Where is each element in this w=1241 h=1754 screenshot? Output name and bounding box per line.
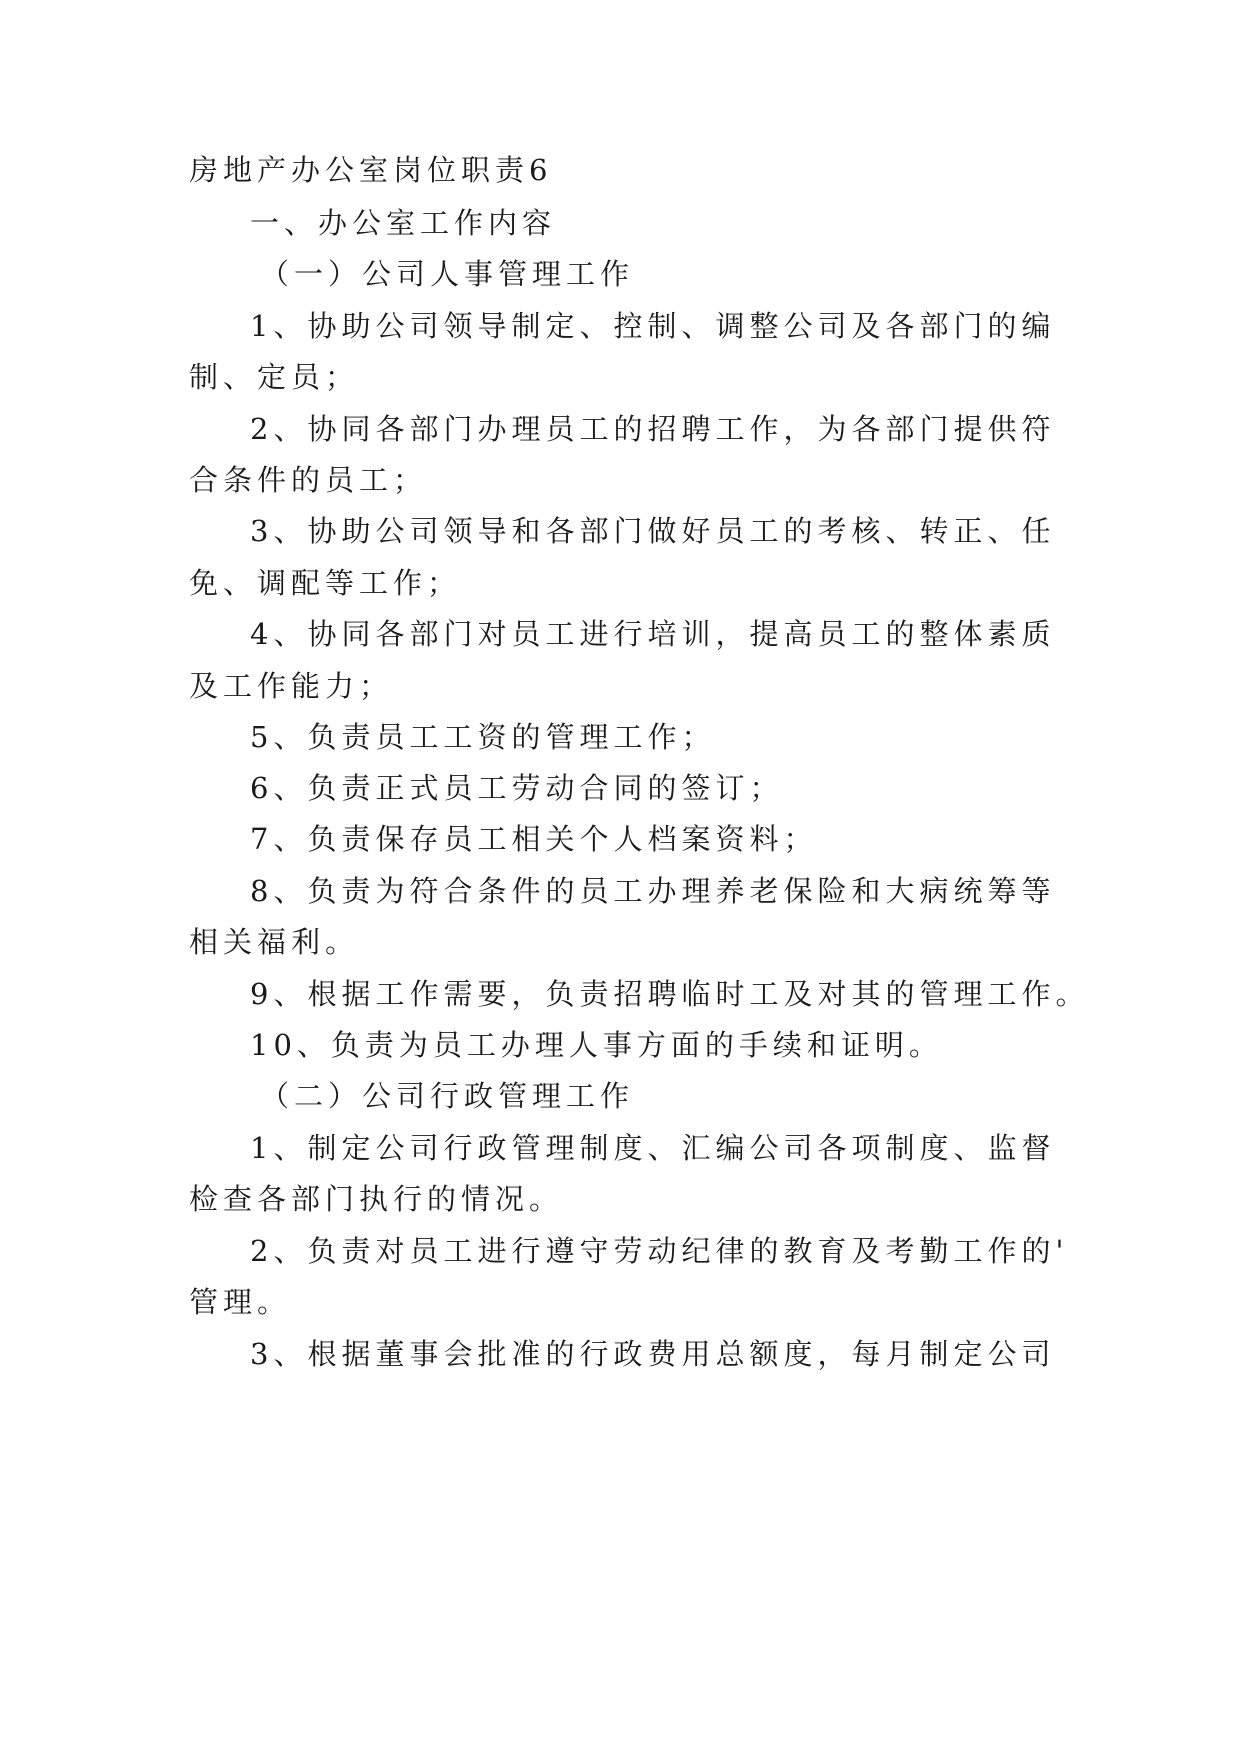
document-title: 房地产办公室岗位职责6 — [189, 153, 553, 187]
paragraph-line: 相关福利。 — [189, 925, 360, 959]
paragraph-line: 3、协助公司领导和各部门做好员工的考核、转正、任 — [250, 514, 1056, 548]
paragraph-line: 7、负责保存员工相关个人档案资料； — [250, 822, 818, 856]
paragraph-line: 2、负责对员工进行遵守劳动纪律的教育及考勤工作的' — [250, 1234, 1069, 1268]
paragraph-line: 制、定员； — [189, 360, 360, 394]
paragraph-line: 5、负责员工工资的管理工作； — [250, 720, 716, 754]
paragraph-line: 1、协助公司领导制定、控制、调整公司及各部门的编 — [250, 309, 1056, 343]
subsection-heading: （二）公司行政管理工作 — [260, 1079, 635, 1113]
paragraph-line: 3、根据董事会批准的行政费用总额度，每月制定公司 — [250, 1337, 1056, 1371]
subsection-heading: （一）公司人事管理工作 — [260, 257, 635, 291]
paragraph-line: 管理。 — [189, 1285, 292, 1319]
paragraph-line: 免、调配等工作； — [189, 566, 462, 600]
paragraph-line: 2、协同各部门办理员工的招聘工作，为各部门提供符 — [250, 412, 1056, 446]
paragraph-line: 6、负责正式员工劳动合同的签订； — [250, 771, 784, 805]
paragraph-line: 1、制定公司行政管理制度、汇编公司各项制度、监督 — [250, 1131, 1056, 1165]
paragraph-line: 8、负责为符合条件的员工办理养老保险和大病统筹等 — [250, 874, 1056, 908]
paragraph-line: 及工作能力； — [189, 669, 394, 703]
paragraph-line: 10、负责为员工办理人事方面的手续和证明。 — [250, 1028, 943, 1062]
paragraph-line: 9、根据工作需要，负责招聘临时工及对其的管理工作。 — [250, 977, 1090, 1011]
paragraph-line: 合条件的员工； — [189, 463, 428, 497]
paragraph-line: 4、协同各部门对员工进行培训，提高员工的整体素质 — [250, 617, 1056, 651]
section-heading: 一、办公室工作内容 — [250, 206, 557, 240]
paragraph-line: 检查各部门执行的情况。 — [189, 1182, 564, 1216]
